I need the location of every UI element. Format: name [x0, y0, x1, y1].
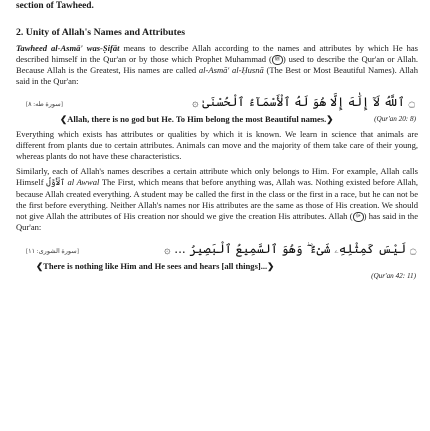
verse2-translation: ❮There is nothing like Him and He sees and hears [all things]...❯ (Qur'an 42: 11) — [16, 261, 418, 282]
verse2-arabic-row — [16, 239, 418, 261]
verse-arabic-text: ۝ ٱللَّهُ لَآ إِلَٰهَ إِلَّا هُوَ لَهُ ٱلْأَسْمَآءُ ٱلْحُسْنَىٰ ۞ — [192, 94, 416, 109]
term-tawheed-asma: Tawheed al-Asmā' was-Ṣifāt — [16, 43, 120, 53]
paragraph-attributes: Everything which exists has attributes or qualities by which it is known. We learn in science that animals are different from plants due to certain attributes. Animals can move and the majority of them take care of their young, whereas plants do not have these characteristics. — [16, 128, 418, 162]
arabic-name-awwal: ٱلْأَوَّلُ — [46, 178, 65, 188]
verse2-open-ornament-icon: ۞ — [164, 243, 171, 257]
verse-arabic-row — [16, 92, 418, 114]
verse-reference-arabic: [سورة طه: ٨] — [26, 100, 63, 108]
salawat-seal-icon: ﷺ — [272, 55, 283, 65]
verse2-end-ornament-icon: ۝ — [409, 243, 417, 257]
verse-open-ornament-icon: ۞ — [192, 95, 199, 109]
verse2-arabic-text: ۝ لَيْسَ كَمِثْلِهِۦ شَىْءٌ ۖ وَهُوَ ٱلسَّمِيعُ ٱلْبَصِيرُ ... ۞ — [164, 242, 417, 257]
translit-awwal: al Awwal — [67, 177, 100, 188]
verse-translation: ❮Allah, there is no god but He. To Him belong the most Beautiful names.❯ (Qur'an 20: 8) — [60, 113, 416, 124]
jalla-seal-icon: ﷻ — [353, 212, 364, 222]
verse-citation: (Qur'an 20: 8) — [374, 114, 416, 123]
paragraph-tawheed-asma: Tawheed al-Asmā' was-Ṣifāt means to describe Allah according to the names and attributes by which He has described himself in the Qur'an or by those which Prophet Muhammad ( ﷺ ) used to describe the Qur'an or Allah. Because Allah is the Greatest, His names are called al-Asmā' al-Ḥusnā (The Best or Most Beautiful Names). Allah said in the Qur'an: — [16, 43, 418, 87]
verse2-reference-arabic: [سورة الشورى: ١١] — [26, 248, 79, 256]
section-heading: 2. Unity of Allah's Names and Attributes — [16, 27, 186, 38]
paragraph-names: Similarly, each of Allah's names describes a certain attribute which only belongs to Him. For example, Allah calls Himself ٱلْأَوَّلُ al Awwal The First, which means that before anything was, Allah was. Nothing existed before Allah, because Allah created everything. A student may be called the first in the class or the first in a race, but he can not be the first before everything. Neither Allah's names nor His attributes are the same as those of His creation. We should not give Allah the attributes of His creation nor should we give the creation His attributes. Allah ( ﷻ ) has said in the Qur'an: — [16, 166, 419, 233]
previous-section-tail: section of Tawheed. — [16, 1, 94, 11]
book-page — [0, 1, 430, 431]
verse-end-ornament-icon: ۝ — [408, 95, 416, 109]
verse2-citation: (Qur'an 42: 11) — [371, 272, 416, 281]
term-asma-husna: al-Asmā' al-Ḥusnā — [198, 65, 264, 76]
